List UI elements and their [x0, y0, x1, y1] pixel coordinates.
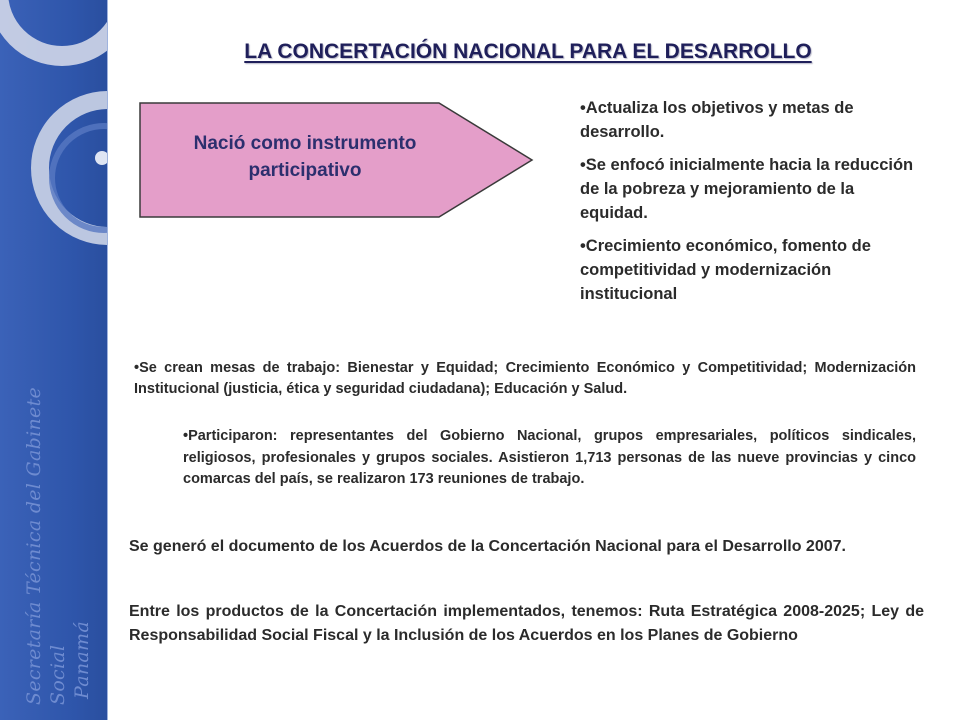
list-item-text: Crecimiento económico, fomento de competitividad y modernización institucional: [580, 237, 871, 303]
documento-paragraph: Se generó el documento de los Acuerdos de la Concertación Nacional para el Desarrollo 2007.: [129, 538, 846, 555]
list-item: •Crecimiento económico, fomento de competitividad y modernización institucional: [580, 237, 871, 303]
watermark-line: Panamá: [71, 621, 93, 699]
decorative-dot: [95, 151, 107, 165]
decorative-ring: [0, 0, 107, 56]
list-item: •Se enfocó inicialmente hacia la reducción de la pobreza y mejoramiento de la equidad.: [580, 156, 914, 222]
sidebar: [0, 0, 108, 720]
page-title: LA CONCERTACIÓN NACIONAL PARA EL DESARROLLO: [244, 40, 812, 63]
list-item-text: Actualiza los objetivos y metas de desarrollo.: [580, 99, 854, 141]
productos-paragraph: Entre los productos de la Concertación implementados, tenemos: Ruta Estratégica 2008-2025; Ley de Responsabilidad Social Fiscal y la Inclusión de los Acuerdos en los Planes de Gobierno: [129, 603, 924, 644]
arrow-label: Nació como instrumento participativo: [193, 133, 417, 181]
watermark-line: Secretaría Técnica del Gabinete Social: [23, 386, 69, 705]
watermark-text: [22, 345, 94, 705]
list-item-text: Se enfocó inicialmente hacia la reducción de la pobreza y mejoramiento de la equidad.: [580, 156, 914, 222]
participaron-paragraph: •Participaron: representantes del Gobierno Nacional, grupos empresariales, políticos sindicales, religiosos, profesionales y grupos sociales. Asistieron 1,713 personas de las nueve provincias y cinco comarcas del país, se realizaron 173 reuniones de trabajo.: [183, 428, 916, 487]
mesas-paragraph: •Se crean mesas de trabajo: Bienestar y Equidad; Crecimiento Económico y Competitividad; Modernización Institucional (justicia, ética y seguridad ciudadana); Educación y Salud.: [134, 360, 916, 397]
list-item: •Actualiza los objetivos y metas de desarrollo.: [580, 99, 854, 141]
objectives-list: [580, 96, 920, 315]
